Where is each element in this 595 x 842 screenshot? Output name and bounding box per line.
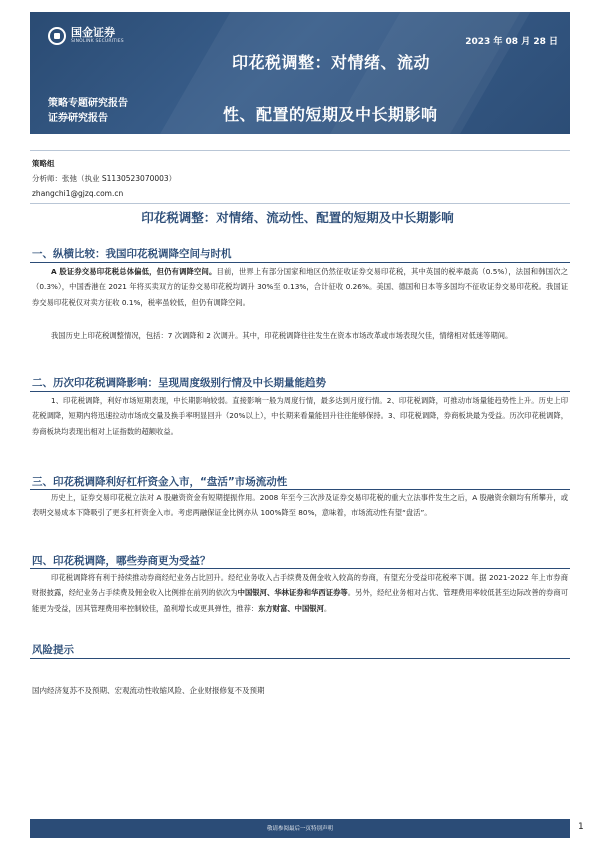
banner-title-line2: 性、配置的短期及中长期影响	[223, 105, 438, 124]
section-rule	[30, 262, 570, 263]
section-paragraph	[32, 570, 568, 616]
section-paragraph	[32, 264, 568, 310]
section-heading: 一、纵横比较：我国印花税调降空间与时机	[32, 248, 232, 260]
section-rule	[30, 658, 570, 659]
section-rule	[30, 391, 570, 392]
emphasis-text: A 股证券交易印花税总体偏低，但仍有调降空间。	[51, 267, 217, 276]
recommended-brokers: 中国银河、华林证券和华西证券等	[237, 588, 348, 598]
logo-name-cn: 国金证券	[71, 26, 115, 39]
paragraph-text: 印花税调降将有利于持续推动券商经纪业务占比回升。经纪业务收入占手续费及佣金收入较高的券商，有望充分受益印花税率下调。据 2021-2022 年上市券商财报披露，经纪业务占手续费及佣金收入比例排在前列的依次为	[32, 573, 568, 598]
footer-disclaimer: 敬请参阅最后一页特别声明	[266, 826, 333, 832]
recommended-stocks: 东方财富、中国银河	[258, 603, 324, 613]
company-logo	[48, 27, 124, 45]
risk-text: 国内经济复苏不及预期、宏观流动性收缩风险、企业财报修复不及预期	[32, 686, 265, 695]
logo-mark-icon	[48, 27, 66, 45]
divider	[30, 203, 570, 204]
paragraph-text: 1、印花税调降，利好市场短期表现，中长期影响较弱。直接影响一般为周度行情，最多达到月度行情。2、印花税调降，可推动市场量能趋势性上升。历史上印花税调降，短期内将迅速拉动市场成交量及换手率明显回升（20%以上），中长期来看量能回升往往能够保持。3、印花税调降，券商板块最为受益。历次印花税调降，券商板块均表现出相对上证指数的超额收益。	[32, 396, 568, 436]
section-heading: 四、印花税调降，哪些券商更为受益？	[32, 555, 211, 567]
section-rule	[30, 568, 570, 569]
paragraph-text: 。另外，经纪业务相对占优、管理费用率较低甚至边际改善的券商可能更为受益，因其管理费用率控制较佳，盈利增长或更具弹性，推荐：	[32, 588, 569, 613]
section-heading: 三、印花税调降利好杠杆资金入市，“盘活”市场流动性	[32, 476, 288, 488]
risk-heading: 风险提示	[32, 644, 74, 656]
section-paragraph	[32, 328, 568, 343]
analyst-group: 策略组	[32, 159, 55, 168]
report-category: 证券研究报告	[48, 113, 108, 124]
report-date: 2023 年 08 月 28 日	[465, 37, 558, 47]
report-header-banner	[30, 12, 570, 134]
paragraph-text: 历史上，证券交易印花税立法对 A 股融资资金有短期提振作用。2008 年至今三次涉及证券交易印花税的重大立法事件发生之后，A 股融资余额均有所攀升，或表明交易成本下降吸引了更多杠杆资金入市。考虑两融保证金比例亦从 100%降至 80%，意味着，市场流动性有望“盘活”。	[32, 493, 568, 518]
section-paragraph	[32, 490, 568, 521]
document-title: 印花税调整：对情绪、流动性、配置的短期及中长期影响	[141, 210, 454, 225]
section-heading: 二、历次印花税调降影响：呈现周度级别行情及中长期量能趋势	[32, 377, 326, 389]
analyst-name: 分析师：张弛（执业 S1130523070003）	[32, 174, 177, 183]
paragraph-text: 。	[323, 603, 332, 613]
report-type: 策略专题研究报告	[48, 98, 128, 109]
page-number: 1	[578, 822, 584, 832]
logo-name-en: SINOLINK SECURITIES	[71, 39, 124, 44]
page-footer	[30, 819, 570, 838]
paragraph-text: 目前，世界上有部分国家和地区仍然征收证券交易印花税，其中英国的税率最高（0.5%），法国和韩国次之（0.3%），中国香港在 2021 年将买卖双方的证券交易印花税均调升 30%至 0.13%，合计征收 0.26%。美国、德国和日本等多国均不征收证券交易印花税。我国证券交易印花税仅对卖方征收 0.1%，税率虽较低，但仍有调降空间。	[32, 267, 568, 307]
analyst-email: zhangchi1@gjzq.com.cn	[32, 189, 124, 198]
section-paragraph	[32, 393, 568, 439]
divider	[30, 150, 570, 151]
paragraph-text: 我国历史上印花税调整情况，包括：7 次调降和 2 次调升。其中，印花税调降往往发生在资本市场改革或市场表现欠佳，情绪相对低迷等期间。	[51, 331, 513, 340]
banner-title-line1: 印花税调整：对情绪、流动	[232, 53, 431, 72]
